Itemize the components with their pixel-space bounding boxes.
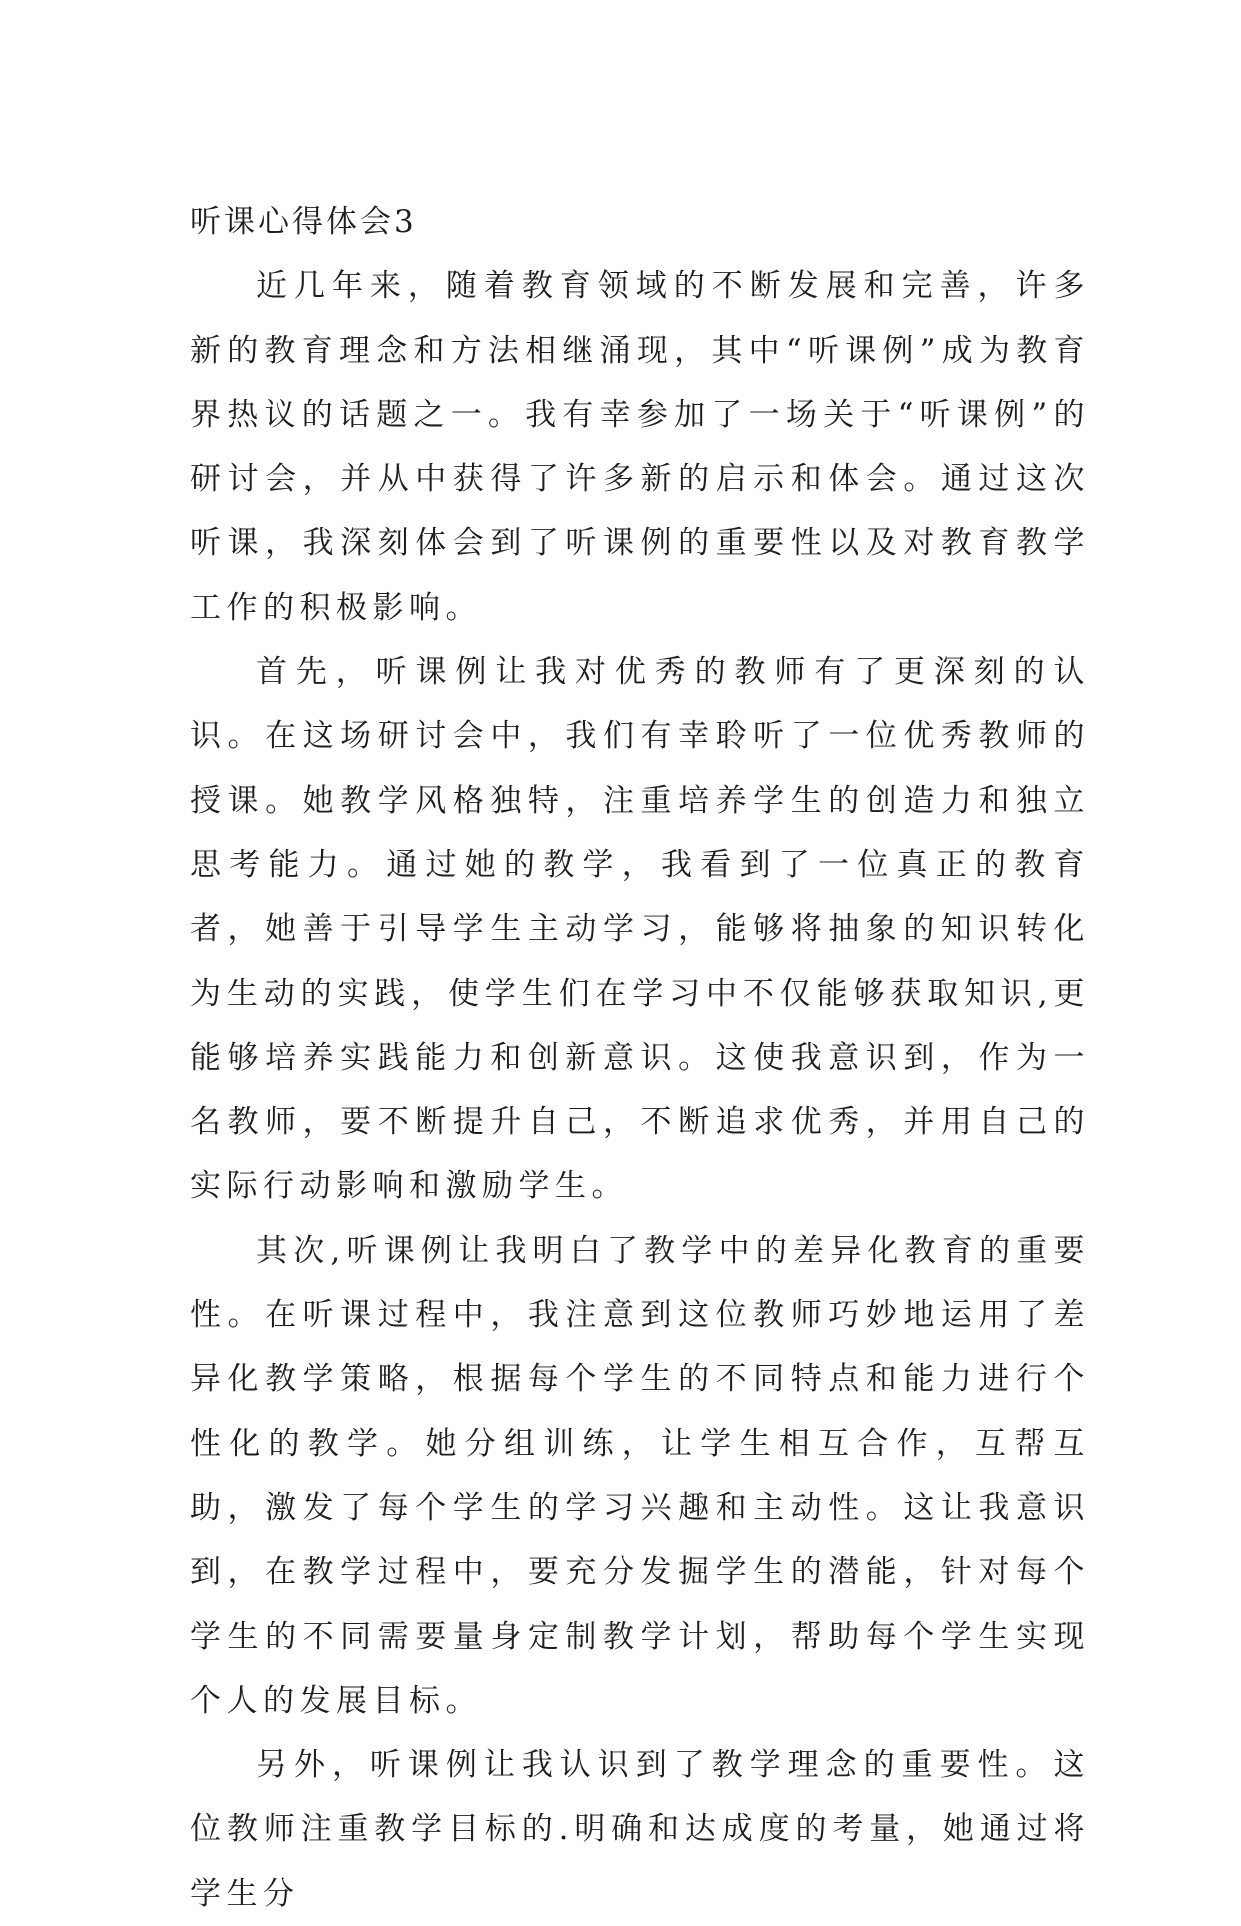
paragraph-second-point: 其次,听课例让我明白了教学中的差异化教育的重要性。在听课过程中，我注意到这位教师巧妙地运用了差异化教学策略，根据每个学生的不同特点和能力进行个性化的教学。她分组训练，让学生相互合作，互帮互助，激发了每个学生的学习兴趣和主动性。这让我意识到，在教学过程中，要充分发掘学生的潜能，针对每个学生的不同需要量身定制教学计划，帮助每个学生实现个人的发展目标。 xyxy=(190,1232,1090,1719)
paragraph-first-point: 首先，听课例让我对优秀的教师有了更深刻的认识。在这场研讨会中，我们有幸聆听了一位优秀教师的授课。她教学风格独特，注重培养学生的创造力和独立思考能力。通过她的教学，我看到了一位真正的教育者，她善于引导学生主动学习，能够将抽象的知识转化为生动的实践，使学生们在学习中不仅能够获取知识,更能够培养实践能力和创新意识。这使我意识到，作为一名教师，要不断提升自己，不断追求优秀，并用自己的实际行动影响和激励学生。 xyxy=(190,654,1090,1205)
paragraph-intro: 近几年来，随着教育领域的不断发展和完善，许多新的教育理念和方法相继涌现，其中“听课例”成为教育界热议的话题之一。我有幸参加了一场关于“听课例”的研讨会，并从中获得了许多新的启示和体会。通过这次听课，我深刻体会到了听课例的重要性以及对教育教学工作的积极影响。 xyxy=(190,268,1090,626)
document-title: 听课心得体会3 xyxy=(190,204,417,240)
paragraph-third-point: 另外，听课例让我认识到了教学理念的重要性。这位教师注重教学目标的.明确和达成度的考量，她通过将学生分 xyxy=(190,1747,1090,1912)
document-body xyxy=(190,190,1090,1926)
